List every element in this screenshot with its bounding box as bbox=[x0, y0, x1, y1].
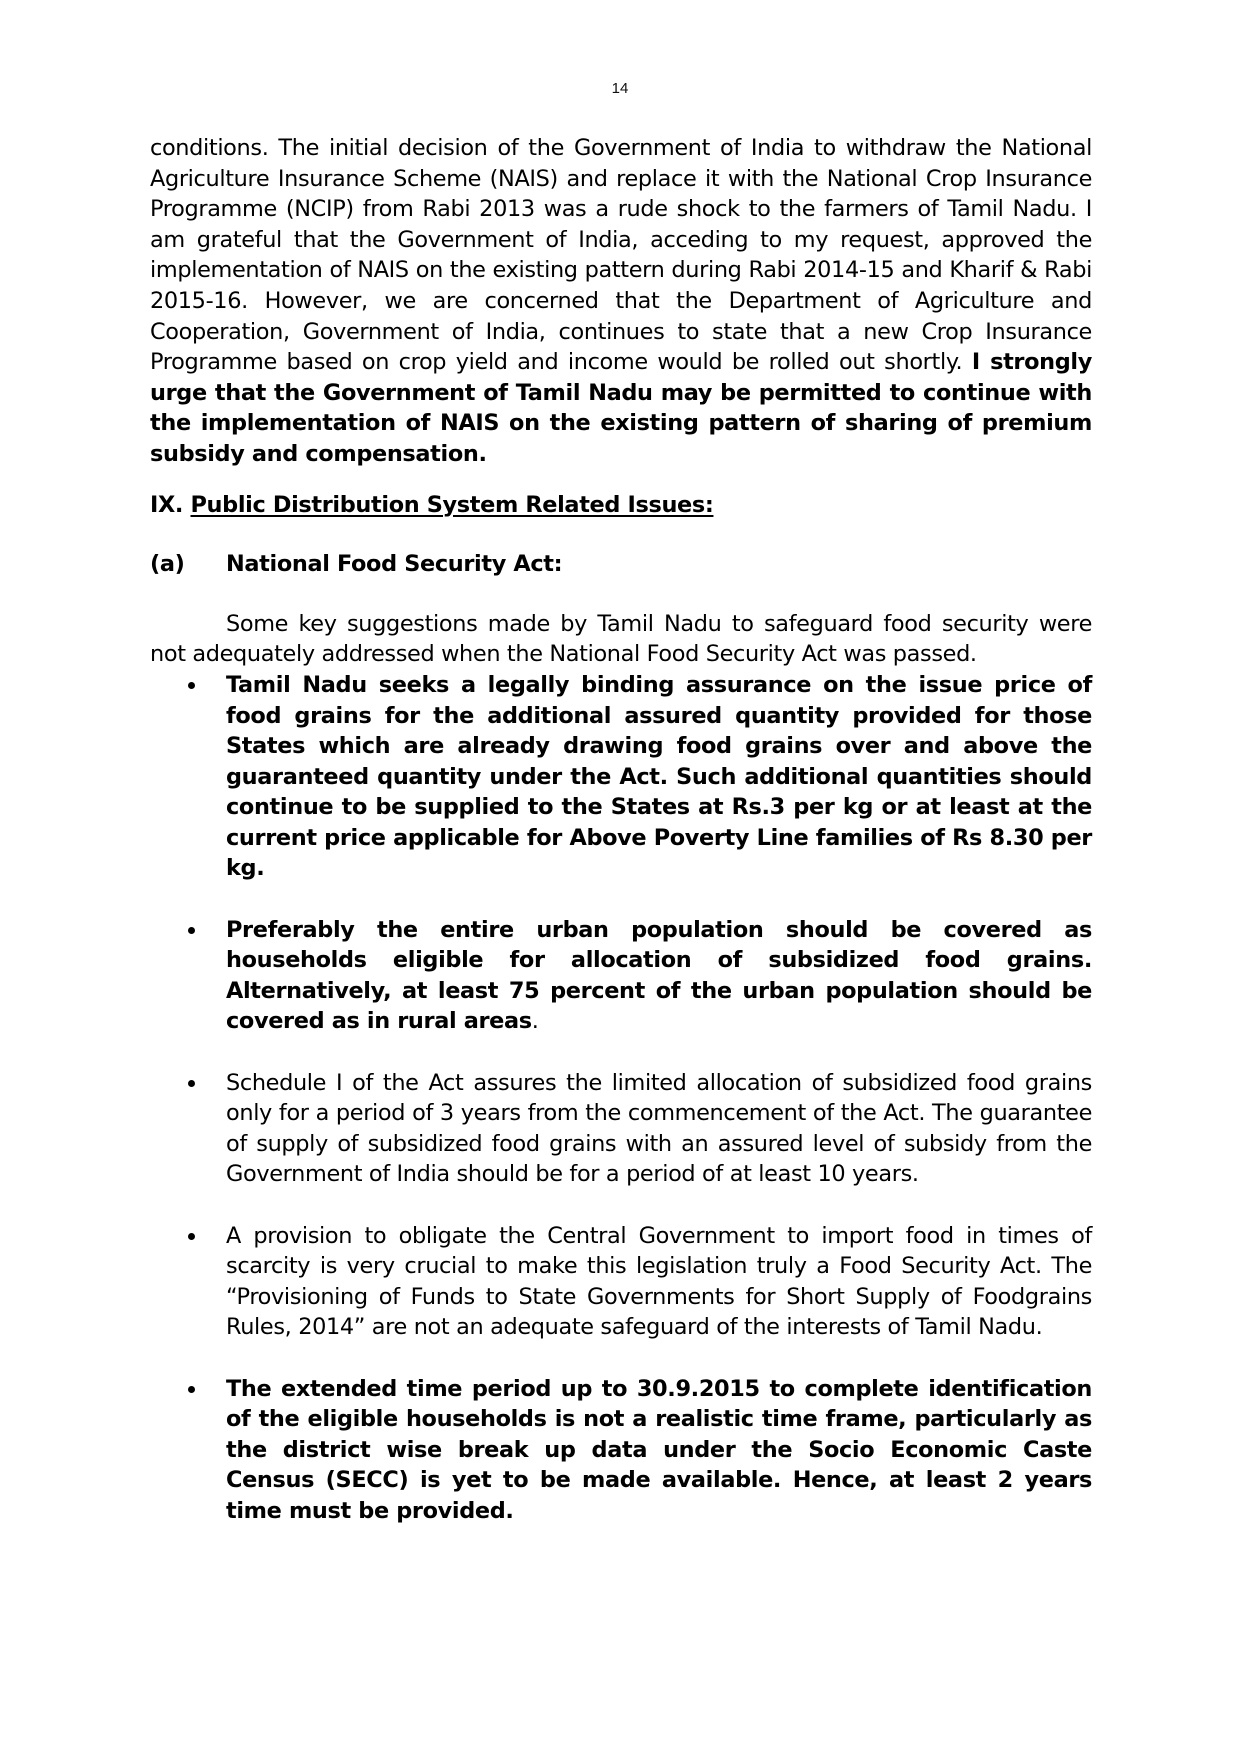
bullet-text: Tamil Nadu seeks a legally binding assurance on the issue price of food grains for the additional assured quantity provided for those States which are already drawing food grains over and above the guaranteed quantity under the Act. Such additional quantities should continue to be supplied to the States at Rs.3 per kg or at least at the current price applicable for Above Poverty Line families of Rs 8.30 per kg. bbox=[226, 671, 1092, 882]
bullet-icon bbox=[188, 927, 195, 934]
opening-paragraph-emphasis: I strongly urge that the Government of Tamil Nadu may be permitted to continue with the implementation of NAIS on the existing pattern of sharing of premium subsidy and compensation. bbox=[150, 349, 1092, 467]
bullet-text: A provision to obligate the Central Government to import food in times of scarcity is very crucial to make this legislation truly a Food Security Act. The “Provisioning of Funds to State Governments for Short Supply of Foodgrains Rules, 2014” are not an adequate safeguard of the interests of Tamil Nadu. bbox=[226, 1222, 1092, 1341]
bullet-text: The extended time period up to 30.9.2015 to complete identification of the eligible households is not a realistic time frame, particularly as the district wise break up data under the Socio Economic Caste Census (SECC) is yet to be made available. Hence, at least 2 years time must be provided. bbox=[226, 1375, 1092, 1524]
section-heading bbox=[150, 490, 1092, 521]
bullet-icon bbox=[188, 1233, 195, 1240]
opening-paragraph bbox=[150, 133, 1092, 470]
subsection-heading bbox=[150, 549, 1092, 580]
document-body bbox=[150, 133, 1092, 1527]
bullet-item-issue-price bbox=[150, 670, 1092, 884]
bullet-list bbox=[150, 670, 1092, 1527]
bullet-icon bbox=[188, 1080, 195, 1087]
subsection-number: (a) bbox=[150, 551, 185, 578]
bullet-text-trailing: . bbox=[531, 1008, 539, 1035]
section-title: Public Distribution System Related Issues: bbox=[190, 491, 714, 518]
bullet-icon bbox=[188, 1386, 195, 1393]
bullet-item-import-provision bbox=[150, 1221, 1092, 1343]
page-number: 14 bbox=[611, 80, 629, 97]
bullet-text: Preferably the entire urban population should be covered as households eligible for allocation of subsidized food grains. Alternatively, at least 75 percent of the urban population should be covered as in rural areas bbox=[226, 916, 1092, 1035]
bullet-item-urban-coverage bbox=[150, 915, 1092, 1037]
bullet-item-schedule-one bbox=[150, 1068, 1092, 1190]
opening-paragraph-text: conditions. The initial decision of the Government of India to withdraw the National Agriculture Insurance Scheme (NAIS) and replace it with the National Crop Insurance Programme (NCIP) from Rabi 2013 was a rude shock to the farmers of Tamil Nadu. I am grateful that the Government of India, acceding to my request, approved the implementation of NAIS on the existing pattern during Rabi 2014-15 and Kharif & Rabi 2015-16. However, we are concerned that the Department of Agriculture and Cooperation, Government of India, continues to state that a new Crop Insurance Programme based on crop yield and income would be rolled out shortly. bbox=[150, 135, 1092, 376]
section-number: IX. bbox=[150, 491, 191, 518]
bullet-icon bbox=[188, 682, 195, 689]
bullet-item-time-period bbox=[150, 1374, 1092, 1527]
bullet-text: Schedule I of the Act assures the limited allocation of subsidized food grains only for a period of 3 years from the commencement of the Act. The guarantee of supply of subsidized food grains with an assured level of subsidy from the Government of India should be for a period of at least 10 years. bbox=[226, 1069, 1092, 1188]
intro-paragraph: Some key suggestions made by Tamil Nadu to safeguard food security were not adequately addressed when the National Food Security Act was passed. bbox=[150, 610, 1092, 668]
subsection-title: National Food Security Act: bbox=[226, 551, 563, 578]
